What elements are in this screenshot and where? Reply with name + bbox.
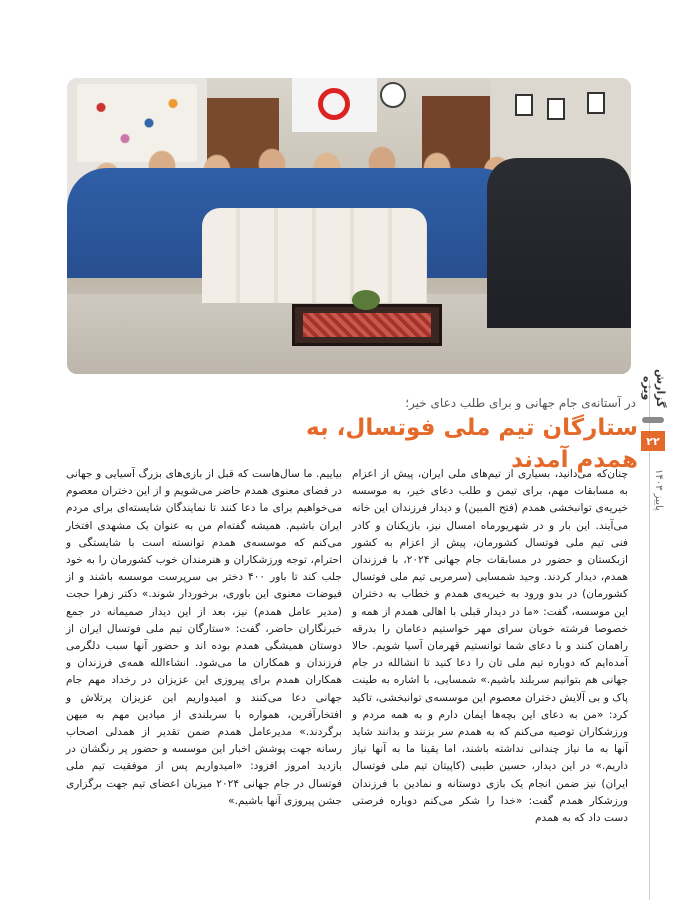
- section-label: گزارش ویژه: [641, 368, 667, 408]
- article-headline: ستارگان تیم ملی فوتسال، به همدم آمدند: [306, 415, 638, 473]
- column-left-text: بیاییم. ما سال‌هاست که قبل از بازی‌های بزرگ آسیایی و جهانی در فضای معنوی همدم حاضر می‌شویم و از این دختران معصوم می‌خواهیم برای ما دعا کنند تا نمایندگان شایسته‌ای برای مردم ایران باشیم. همیشه گفته‌ام من به عنوان یک مشهدی افتخار می‌کنم که موسسه‌ی همدم توانسته است با شایستگی و احترام، توجه ورزشکاران و هنرمندان خوب کشورمان را به خود جلب کند تا باور ۴۰۰ دختر بی سرپرست موسسه باشند و از فیوضات معنوی این باوری، برخوردار شوند.» دکتر زهرا حجت (مدیر عامل همدم) نیز، بعد از این دیدار صمیمانه در جمع خبرنگاران حاضر، گفت: «ستارگان تیم ملی فوتسال ایران از دوستان همیشگی همدم بوده اند و حضور آنها سبب دلگرمی فرزندان و همکاران ما می‌شود. انشاءالله همه‌ی فرزندان و همکاران همدم برای پیروزی این عزیزان در رخداد مهم جام جهانی دعا می‌کنند و امیدواریم این عزیزان پرتلاش و افتخارآفرین، همواره با سربلندی از میادین مهم به میهن برگردند.» مدیرعامل همدم ضمن تقدیر از همدلی اصحاب رسانه جهت پوشش اخبار این موسسه و حضور پر رنگشان در بازدید امروز افزود: «امیدواریم پس از موفقیت تیم ملی فوتسال در جام جهانی ۲۰۲۴ میزبان اعضای تیم جهت برگزاری جشن پیروزی آنها باشیم.»: [66, 468, 342, 807]
- article-photo: [67, 78, 631, 374]
- article-column-left: [66, 466, 342, 810]
- magazine-logo-icon: [640, 414, 666, 428]
- wall-clock-icon: [380, 82, 406, 108]
- article-column-right: [352, 466, 628, 827]
- issue-label: پاییز ۱۴۰۳: [653, 469, 664, 511]
- page-number: ۲۲: [641, 431, 665, 451]
- article-kicker: در آستانه‌ی جام جهانی و برای طلب دعای خیر؛: [405, 396, 636, 410]
- column-right-text: چنان‌که می‌دانید، بسیاری از تیم‌های ملی ایران، پیش از اعزام به مسابقات مهم، برای تیمن و طلب دعای خیر، به موسسه خیریه‌ی توانبخشی همدم (فتح المبین) و دیدار فرزندان این خانه می‌آیند. این بار و در شهریورماه امسال نیز، بازیکنان و کادر فنی تیم ملی فوتسال کشورمان، پیش از اعزام به کشور ازبکستان و حضور در مسابقات جام جهانی ۲۰۲۴، با فرزندان همدم، دیدار کردند. وحید شمسایی (سرمربی تیم ملی فوتسال کشورمان) در بدو ورود به خیریه‌ی همدم و خطاب به دختران این موسسه، گفت: «ما در دیدار قبلی با اهالی همدم از همه و خصوصا فرشته خوبان سرای مهر خواستیم دعامان را بدرقه راهمان کنند و با دعای شما توانستیم قهرمان آسیا شویم. حالا آمده‌ایم که دوباره تیم ملی تان را دعا کنید تا انشالله در جام جهانی هم بتوانیم سربلند باشیم.» شمسایی، با اشاره به طینت پاک و بی آلایش دختران معصوم این موسسه‌ی توانبخشی، تاکید کرد: «من به دعای این بچه‌ها ایمان دارم و به همه مردم و ورزشکاران توصیه می‌کنم که به همدم سر بزنند و بدانند شاید آنها به ما نیاز چندانی نداشته باشند، اما یقینا ما به آنها نیاز داریم.» در این دیدار، حسین طیبی (کاپیتان تیم ملی فوتسال ایران) نیز ضمن انجام یک بازی دوستانه و نمادین با فرزندان ورزشکار همدم گفت: «خدا را شکر می‌کنم دوباره فرصتی دست داد که به همدم: [352, 468, 628, 825]
